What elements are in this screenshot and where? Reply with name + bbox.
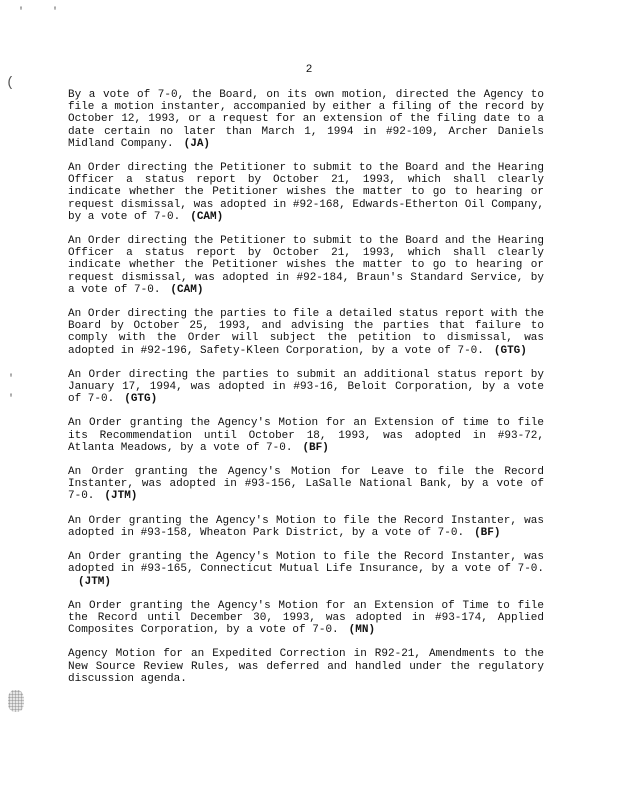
- paragraph: [68, 89, 544, 150]
- scan-mark: ': [18, 7, 25, 18]
- paragraph: [68, 235, 544, 296]
- author-initials: (BF): [474, 526, 501, 539]
- author-initials: (JTM): [78, 575, 112, 588]
- paragraph-text: An Order granting the Agency's Motion to file the Record Instanter, was adopted in #93-158, Wheaton Park District, by a vote of 7-0.: [68, 514, 544, 539]
- author-initials: (GTG): [124, 393, 158, 406]
- paragraph: [68, 600, 544, 637]
- paragraph-text: An Order directing the Petitioner to submit to the Board and the Hearing Officer a status report by October 21, 1993, which shall clearly indicate whether the Petitioner wishes the matter to go to hearing or request dismissal, was adopted in #92-184, Braun's Standard Service, by a vote of 7-0.: [68, 235, 544, 296]
- paragraph-text: An Order granting the Agency's Motion for Leave to file the Record Instanter, was adopted in #93-156, LaSalle National Bank, by a vote of 7-0.: [68, 466, 544, 503]
- paragraph-text: An Order directing the parties to submit an additional status report by January 17, 1994, was adopted in #93-16, Beloit Corporation, by a vote of 7-0.: [68, 368, 544, 406]
- paragraph: [68, 648, 544, 685]
- paragraph: [68, 417, 544, 454]
- author-initials: (JA): [183, 137, 211, 150]
- paragraph-text: Agency Motion for an Expedited Correction in R92-21, Amendments to the New Source Review Rules, was deferred and handled under the regulatory discussion agenda.: [68, 648, 544, 685]
- author-initials: (GTG): [493, 344, 527, 357]
- scan-mark: ': [52, 7, 59, 18]
- scan-scribble: [8, 690, 24, 712]
- paragraph: [68, 369, 544, 406]
- paragraph-text: An Order directing the parties to file a detailed status report with the Board by October 25, 1993, and advising the parties that failure to comply with the Order will subject the petition to dismissal, was adopted in #92-196, Safety-Kleen Corporation, by a vote of 7-0.: [68, 308, 544, 357]
- paragraph-text: An Order granting the Agency's Motion for an Extension of time to file its Recommendation until October 18, 1993, was adopted in #93-72, Atlanta Meadows, by a vote of 7-0.: [68, 417, 544, 454]
- scan-mark: (: [6, 75, 15, 91]
- paragraph-text: An Order granting the Agency's Motion for an Extension of Time to file the Record until December 30, 1993, was adopted in #93-174, Applied Composites Corporation, by a vote of 7-0.: [68, 599, 544, 637]
- paragraph: [68, 515, 544, 539]
- author-initials: (CAM): [170, 283, 204, 296]
- author-initials: (BF): [302, 441, 329, 454]
- paragraph-text: An Order granting the Agency's Motion to file the Record Instanter, was adopted in #93-165, Connecticut Mutual Life Insurance, by a vote of 7-0.: [68, 551, 544, 576]
- author-initials: (CAM): [190, 210, 224, 223]
- paragraph: [68, 466, 544, 503]
- paragraph: [68, 162, 544, 223]
- paragraph: [68, 308, 544, 357]
- author-initials: (MN): [348, 624, 376, 637]
- document-body: [68, 89, 544, 697]
- author-initials: (JTM): [104, 490, 138, 503]
- page-number: 2: [305, 64, 313, 76]
- scan-mark: ': [8, 394, 15, 405]
- paragraph: [68, 551, 544, 588]
- paragraph-text: An Order directing the Petitioner to submit to the Board and the Hearing Officer a status report by October 21, 1993, which shall clearly indicate whether the Petitioner wishes the matter to go to hearing or request dismissal, was adopted in #92-168, Edwards-Etherton Oil Company, by a vote of 7-0.: [68, 162, 544, 223]
- scan-mark: ': [8, 374, 15, 385]
- paragraph-text: By a vote of 7-0, the Board, on its own motion, directed the Agency to file a motion instanter, accompanied by either a filing of the record by October 12, 1993, or a request for an extension of the filing date to a date certain no later than March 1, 1994 in #92-109, Archer Daniels Midland Company.: [68, 89, 544, 150]
